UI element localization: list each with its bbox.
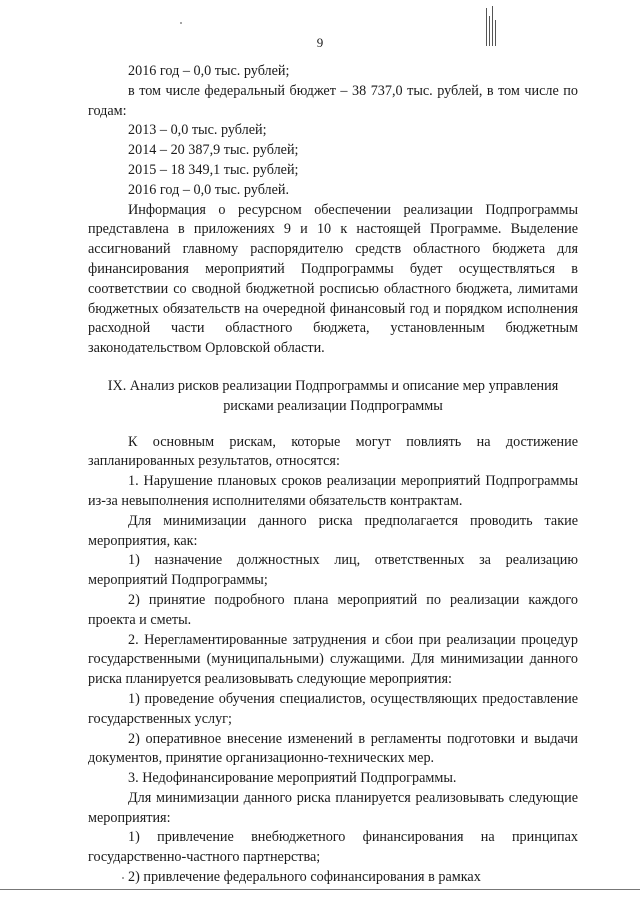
- paragraph: 2. Нерегламентированные затруднения и сбои при реализации процедур государственными (муниципальными) служащими. Для минимизации данного риска планируется реализовывать следующие мероприятия:: [88, 631, 578, 688]
- paragraph: 2016 год – 0,0 тыс. рублей;: [128, 63, 290, 79]
- paragraph: 2) привлечение федерального софинансирования в рамках: [128, 869, 481, 886]
- paragraph: Для минимизации данного риска планируется реализовывать следующие мероприятия:: [88, 789, 578, 826]
- paragraph: в том числе федеральный бюджет – 38 737,0 тыс. рублей, в том числе по годам:: [88, 82, 578, 119]
- paragraph: 2014 – 20 387,9 тыс. рублей;: [128, 142, 299, 159]
- paragraph: 1. Нарушение плановых сроков реализации мероприятий Подпрограммы из-за невыполнения исполнителями обязательств контрактам.: [88, 473, 578, 509]
- paragraph: 2013 – 0,0 тыс. рублей;: [128, 122, 267, 139]
- paragraph: 2) принятие подробного плана мероприятий по реализации каждого проекта и сметы.: [88, 591, 578, 628]
- paragraph: Для минимизации данного риска предполагается проводить такие мероприятия, как:: [88, 512, 578, 549]
- paragraph: 2016 год – 0,0 тыс. рублей.: [128, 181, 290, 198]
- paragraph: 3. Недофинансирование мероприятий Подпрограммы.: [128, 770, 457, 787]
- paragraph: 1) назначение должностных лиц, ответственных за реализацию мероприятий Подпрограммы;: [88, 552, 578, 589]
- paragraph: 1) привлечение внебюджетного финансирования на принципах государственно-частного партнерства;: [88, 829, 578, 866]
- paragraph: К основным рискам, которые могут повлиять на достижение запланированных результатов, относятся:: [88, 433, 578, 470]
- paragraph: 2) оперативное внесение изменений в регламенты подготовки и выдачи документов, принятие организационно-технических мер.: [88, 730, 578, 767]
- scan-speck: [122, 877, 124, 879]
- page-bottom-edge: [0, 889, 640, 890]
- document-body: [88, 62, 578, 888]
- paragraph: 1) проведение обучения специалистов, осуществляющих предоставление государственных услуг;: [88, 690, 578, 727]
- paragraph: 2015 – 18 349,1 тыс. рублей;: [128, 161, 299, 178]
- section-heading: IX. Анализ рисков реализации Подпрограммы и описание мер управления рисками реализации Подпрограммы: [107, 377, 559, 414]
- paragraph: Информация о ресурсном обеспечении реализации Подпрограммы представлена в приложениях 9 и 10 к настоящей Программе. Выделение ассигнований главному распорядителю средств областного бюджета для финансирования мероприятий Подпрограммы будет осуществляться в соответствии со сводной бюджетной росписью областного бюджета, лимитами бюджетных обязательств на очередной финансовый год и порядком исполнения расходной части областного бюджета, установленным бюджетным законодательством Орловской области.: [88, 201, 578, 357]
- page-number: 9: [316, 35, 324, 50]
- scan-speck: [180, 22, 182, 24]
